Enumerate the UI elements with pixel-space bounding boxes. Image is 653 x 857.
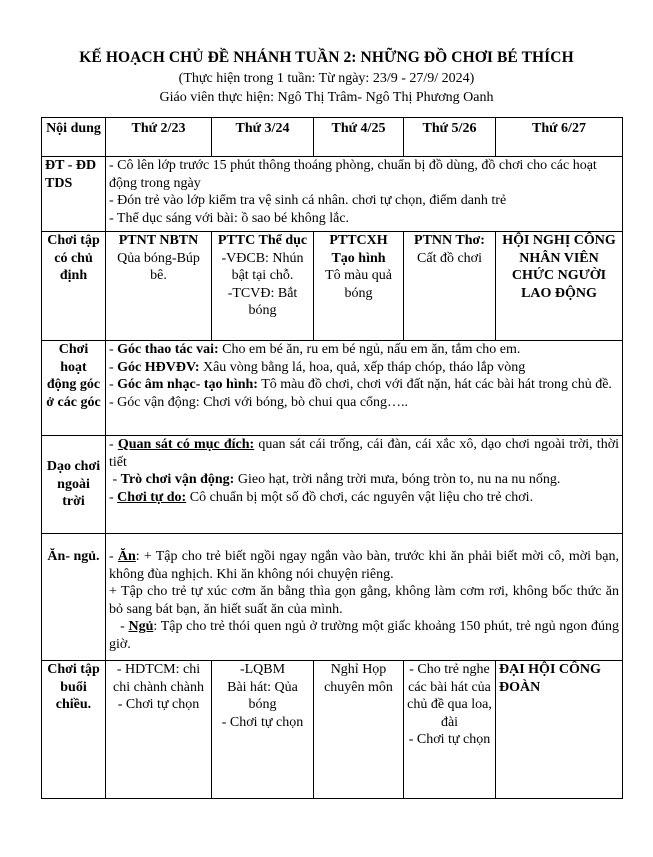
outdoor-item-3-title: Chơi tự do: [117,489,187,505]
lesson-thu-title: PTNN Thơ: [414,233,485,248]
lesson-fri: HỘI NGHỊ CÔNG NHÂN VIÊN CHỨC NGƯỜI LAO ĐỘNG [496,232,623,341]
nap-item: - Ngủ: Tập cho trẻ thói quen ngủ ở trường một giấc khoảng 150 phút, trẻ ngủ ngon đúng giờ. [109,619,619,652]
afternoon-tue-line-1: -LQBM [239,662,286,677]
afternoon-fri: ĐẠI HỘI CÔNG ĐOÀN [496,661,623,799]
row-label-welcome: ĐT - ĐD TDS [42,157,106,232]
corners-content [106,341,623,436]
corner-item-2: - Góc HĐVĐV: Xâu vòng bằng lá, hoa, quả, xếp tháp chóp, tháo lắp vòng [109,359,526,375]
welcome-content [106,157,623,232]
outdoor-content [106,436,623,534]
meal-text-2: + Tập cho trẻ tự xúc cơm ăn bằng thìa gọn gằng, không làm cơm rơi, không bốc thức ăn bỏ sang bát bạn, ăn hiết suất ăn của mình. [109,584,619,617]
plan-title: KẾ HOẠCH CHỦ ĐỀ NHÁNH TUẦN 2: NHỮNG ĐỒ CHƠI BÉ THÍCH [79,49,574,66]
corner-item-1-text: Cho em bé ăn, ru em bé ngủ, nấu em ăn, tắm cho em. [218,342,521,357]
outdoor-item-1-text: quan sát cái trống, cái đàn, cái xắc xô, dạo chơi ngoài trời, thời tiết [109,437,619,470]
meal-text: : + Tập cho trẻ biết ngồi ngay ngắn vào bàn, trước khi ăn phải biết mời cô, mời bạn, không đùa nghịch. Khi ăn không nói chuyện riêng. [109,549,619,582]
lesson-tue-title: PTTC Thể dục [217,233,308,248]
col-header-content: Nội dung [42,118,106,157]
outdoor-item-1: - Quan sát có mục đích: quan sát cái trống, cái đàn, cái xắc xô, dạo chơi ngoài trời, thời tiết [109,437,619,470]
row-label-meal-nap: Ăn- ngủ. [42,534,106,661]
afternoon-thu-line-1: - Cho trẻ nghe các bài hát của chủ đề qua loa, đài [407,662,492,730]
outdoor-item-2: - Trò chơi vận động: Gieo hạt, trời nắng trời mưa, bóng tròn to, nu na nu nống. [109,472,561,487]
row-afternoon [42,661,623,799]
lesson-wed [314,232,404,341]
welcome-line-3: - Thể dục sáng với bài: ồ sao bé không lắc. [109,210,350,226]
welcome-line-2: - Đón trẻ vào lớp kiểm tra vệ sinh cá nhân. chơi tự chọn, điểm danh trẻ [109,193,507,208]
welcome-line-1: - Cô lên lớp trước 15 phút thông thoáng phòng, chuẩn bị đồ dùng, đồ chơi cho các hoạt động trong ngày [109,158,597,191]
outdoor-item-1-title: Quan sát có mục đích: [117,437,255,452]
outdoor-item-2-text: Gieo hạt, trời nắng trời mưa, bóng tròn to, nu na nu nống. [234,472,561,487]
afternoon-tue-line-2: Bài hát: Qủa bóng [227,679,298,712]
row-outdoor [42,436,623,534]
outdoor-item-3-text: Cô chuẩn bị một số đồ chơi, các nguyên vật liệu cho trẻ chơi. [186,489,534,505]
row-label-corners: Chơi hoạt động góc ở các góc [42,341,106,436]
col-header-mon: Thứ 2/23 [106,118,212,157]
plan-dates: (Thực hiện trong 1 tuần: Từ ngày: 23/9 - 27/9/ 2024) [178,71,475,86]
col-header-wed: Thứ 4/25 [314,118,404,157]
meal-item: - Ăn: + Tập cho trẻ biết ngồi ngay ngắn vào bàn, trước khi ăn phải biết mời cô, mời bạn, không đùa nghịch. Khi ăn không nói chuyện riêng. [109,549,619,582]
meal-nap-content [106,534,623,661]
afternoon-mon-line-1: - HDTCM: chi chi chành chành [113,662,204,695]
lesson-mon-text: Qủa bóng-Búp bê. [117,250,200,283]
afternoon-tue-line-3: - Chơi tự chọn [221,714,304,730]
lesson-wed-text: Tô màu quả bóng [325,268,392,301]
row-label-outdoor: Dạo chơi ngoài trời [42,436,106,534]
lesson-mon-title: PTNT NBTN [118,233,199,248]
row-corners [42,341,623,436]
lesson-tue [212,232,314,341]
afternoon-mon [106,661,212,799]
afternoon-thu [404,661,496,799]
corner-item-3: - Góc âm nhạc- tạo hình: Tô màu đồ chơi, chơi với đất nặn, hát các bài hát trong chủ đề. [109,377,612,392]
lesson-mon [106,232,212,341]
corner-item-2-text: Xâu vòng bằng lá, hoa, quả, xếp tháp chóp, tháo lắp vòng [199,359,526,375]
lesson-thu [404,232,496,341]
row-label-lessons: Chơi tập có chủ định [42,232,106,341]
afternoon-thu-line-2: - Chơi tự chọn [408,732,491,747]
lesson-wed-title: PTTCXH Tạo hình [329,233,388,266]
corner-item-1-title: Góc thao tác vai: [117,342,219,357]
meal-title: Ăn [117,549,136,564]
corner-item-1: - Góc thao tác vai: Cho em bé ăn, ru em bé ngủ, nấu em ăn, tắm cho em. [109,342,521,357]
plan-teachers: Giáo viên thực hiện: Ngô Thị Trâm- Ngô Thị Phương Oanh [159,90,494,105]
weekly-plan-table [41,117,623,799]
corner-item-3-text: Tô màu đồ chơi, chơi với đất nặn, hát các bài hát trong chủ đề. [257,377,612,392]
col-header-fri: Thứ 6/27 [496,118,623,157]
afternoon-tue [212,661,314,799]
lesson-tue-line-1: -VĐCB: Nhún bật tại chỗ. [221,250,304,283]
nap-text: : Tập cho trẻ thói quen ngủ ở trường một giấc khoảng 150 phút, trẻ ngủ ngon đúng giờ. [109,619,619,652]
afternoon-wed: Nghỉ Họp chuyên môn [314,661,404,799]
outdoor-item-2-title: Trò chơi vận động: [120,472,235,487]
row-meal-nap [42,534,623,661]
corner-item-4: - Góc vận động: Chơi với bóng, bò chui qua cổng….. [109,394,409,410]
corner-item-3-title: Góc âm nhạc- tạo hình: [117,377,258,392]
row-welcome [42,157,623,232]
outdoor-item-3: - Chơi tự do: Cô chuẩn bị một số đồ chơi, các nguyên vật liệu cho trẻ chơi. [109,489,534,505]
row-label-afternoon: Chơi tập buổi chiều. [42,661,106,799]
col-header-thu: Thứ 5/26 [404,118,496,157]
nap-title: Ngủ [128,619,154,634]
lesson-tue-line-2: -TCVĐ: Bắt bóng [227,285,298,318]
lesson-thu-text: Cất đồ chơi [417,250,482,266]
col-header-tue: Thứ 3/24 [212,118,314,157]
header-row [42,118,623,157]
corner-item-2-title: Góc HĐVĐV: [117,359,200,375]
afternoon-mon-line-2: - Chơi tự chọn [117,697,200,712]
row-lessons [42,232,623,341]
